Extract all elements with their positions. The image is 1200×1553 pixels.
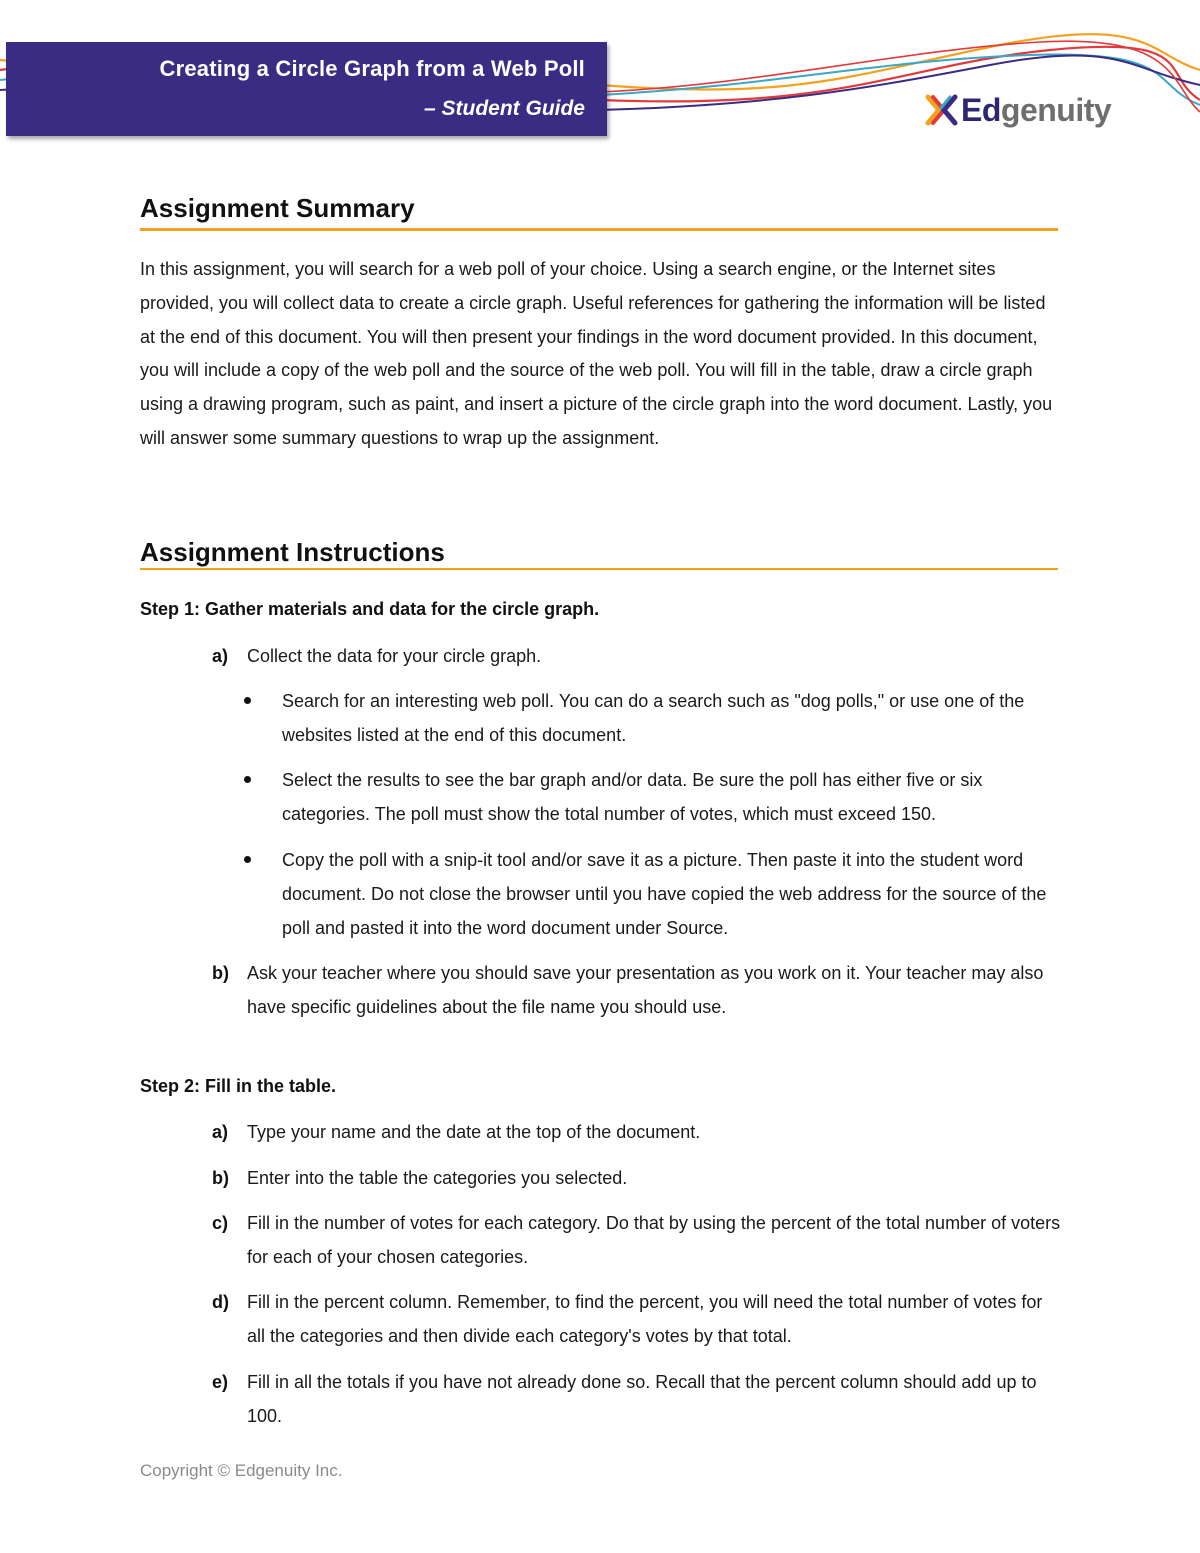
step2-item-d: [212, 1285, 1062, 1353]
item-text: Type your name and the date at the top of the document.: [247, 1122, 701, 1142]
step1-bullet: [244, 684, 1064, 752]
summary-heading-rule: [140, 228, 1058, 231]
item-label: a): [212, 1122, 229, 1142]
instructions-heading-rule: [140, 568, 1058, 570]
summary-heading: Assignment Summary: [140, 193, 415, 223]
item-text: Fill in all the totals if you have not already done so. Recall that the percent column should add up to 100.: [247, 1372, 1037, 1426]
item-text: Fill in the number of votes for each category. Do that by using the percent of the total number of voters for each of your chosen categories.: [247, 1213, 1061, 1267]
instructions-heading: Assignment Instructions: [140, 537, 445, 567]
step2-item-e: [212, 1365, 1062, 1433]
item-label: d): [212, 1292, 229, 1312]
step1-title: Step 1: Gather materials and data for the circle graph.: [140, 599, 600, 619]
step1-bullet: [244, 763, 1064, 831]
item-label: a): [212, 646, 229, 666]
edgenuity-logo: [925, 90, 1111, 130]
step2-item-a: [212, 1115, 1062, 1149]
bullet-text: Search for an interesting web poll. You can do a search such as "dog polls," or use one of the websites listed at the end of this document.: [282, 691, 1025, 745]
item-text: Enter into the table the categories you selected.: [247, 1168, 628, 1188]
copyright-footer: Copyright © Edgenuity Inc.: [140, 1461, 343, 1480]
edgenuity-x-icon: [925, 93, 959, 127]
step2-item-b: [212, 1161, 1062, 1195]
step2-title: Step 2: Fill in the table.: [140, 1076, 337, 1096]
summary-paragraph: In this assignment, you will search for a web poll of your choice. Using a search engine, or the Internet sites provided, you will collect data to create a circle graph. Useful references for gathering the information will be listed at the end of this document. You will then present your findings in the word document provided. In this document, you will include a copy of the web poll and the source of the web poll. You will fill in the table, draw a circle graph using a drawing program, such as paint, and insert a picture of the circle graph into the word document. Lastly, you will answer some summary questions to wrap up the assignment.: [140, 259, 1053, 448]
step2-item-c: [212, 1206, 1062, 1274]
item-text: Fill in the percent column. Remember, to find the percent, you will need the total number of votes for all the categories and then divide each category's votes by that total.: [247, 1292, 1043, 1346]
item-label: b): [212, 963, 229, 983]
bullet-text: Copy the poll with a snip-it tool and/or save it as a picture. Then paste it into the student word document. Do not close the browser until you have copied the web address for the source of the poll and pasted it into the word document under Source.: [282, 850, 1047, 938]
item-label: b): [212, 1168, 229, 1188]
bullet-text: Select the results to see the bar graph and/or data. Be sure the poll has either five or six categories. The poll must show the total number of votes, which must exceed 150.: [282, 770, 983, 824]
bullet-dot: [244, 856, 251, 863]
title-banner: [6, 42, 607, 136]
step1-item-b: [212, 956, 1062, 1024]
document-subtitle: – Student Guide: [423, 97, 585, 120]
step1-bullet: [244, 843, 1064, 945]
item-label: e): [212, 1372, 229, 1392]
item-text: Ask your teacher where you should save your presentation as you work on it. Your teacher may also have specific guidelines about the file name you should use.: [247, 963, 1044, 1017]
step1-item-a: [212, 639, 1062, 673]
item-text: Collect the data for your circle graph.: [247, 646, 542, 666]
logo-wordmark: Edgenuity: [961, 92, 1112, 128]
item-label: c): [212, 1213, 229, 1233]
bullet-dot: [244, 776, 251, 783]
document-title: Creating a Circle Graph from a Web Poll: [159, 56, 585, 81]
bullet-dot: [244, 697, 251, 704]
